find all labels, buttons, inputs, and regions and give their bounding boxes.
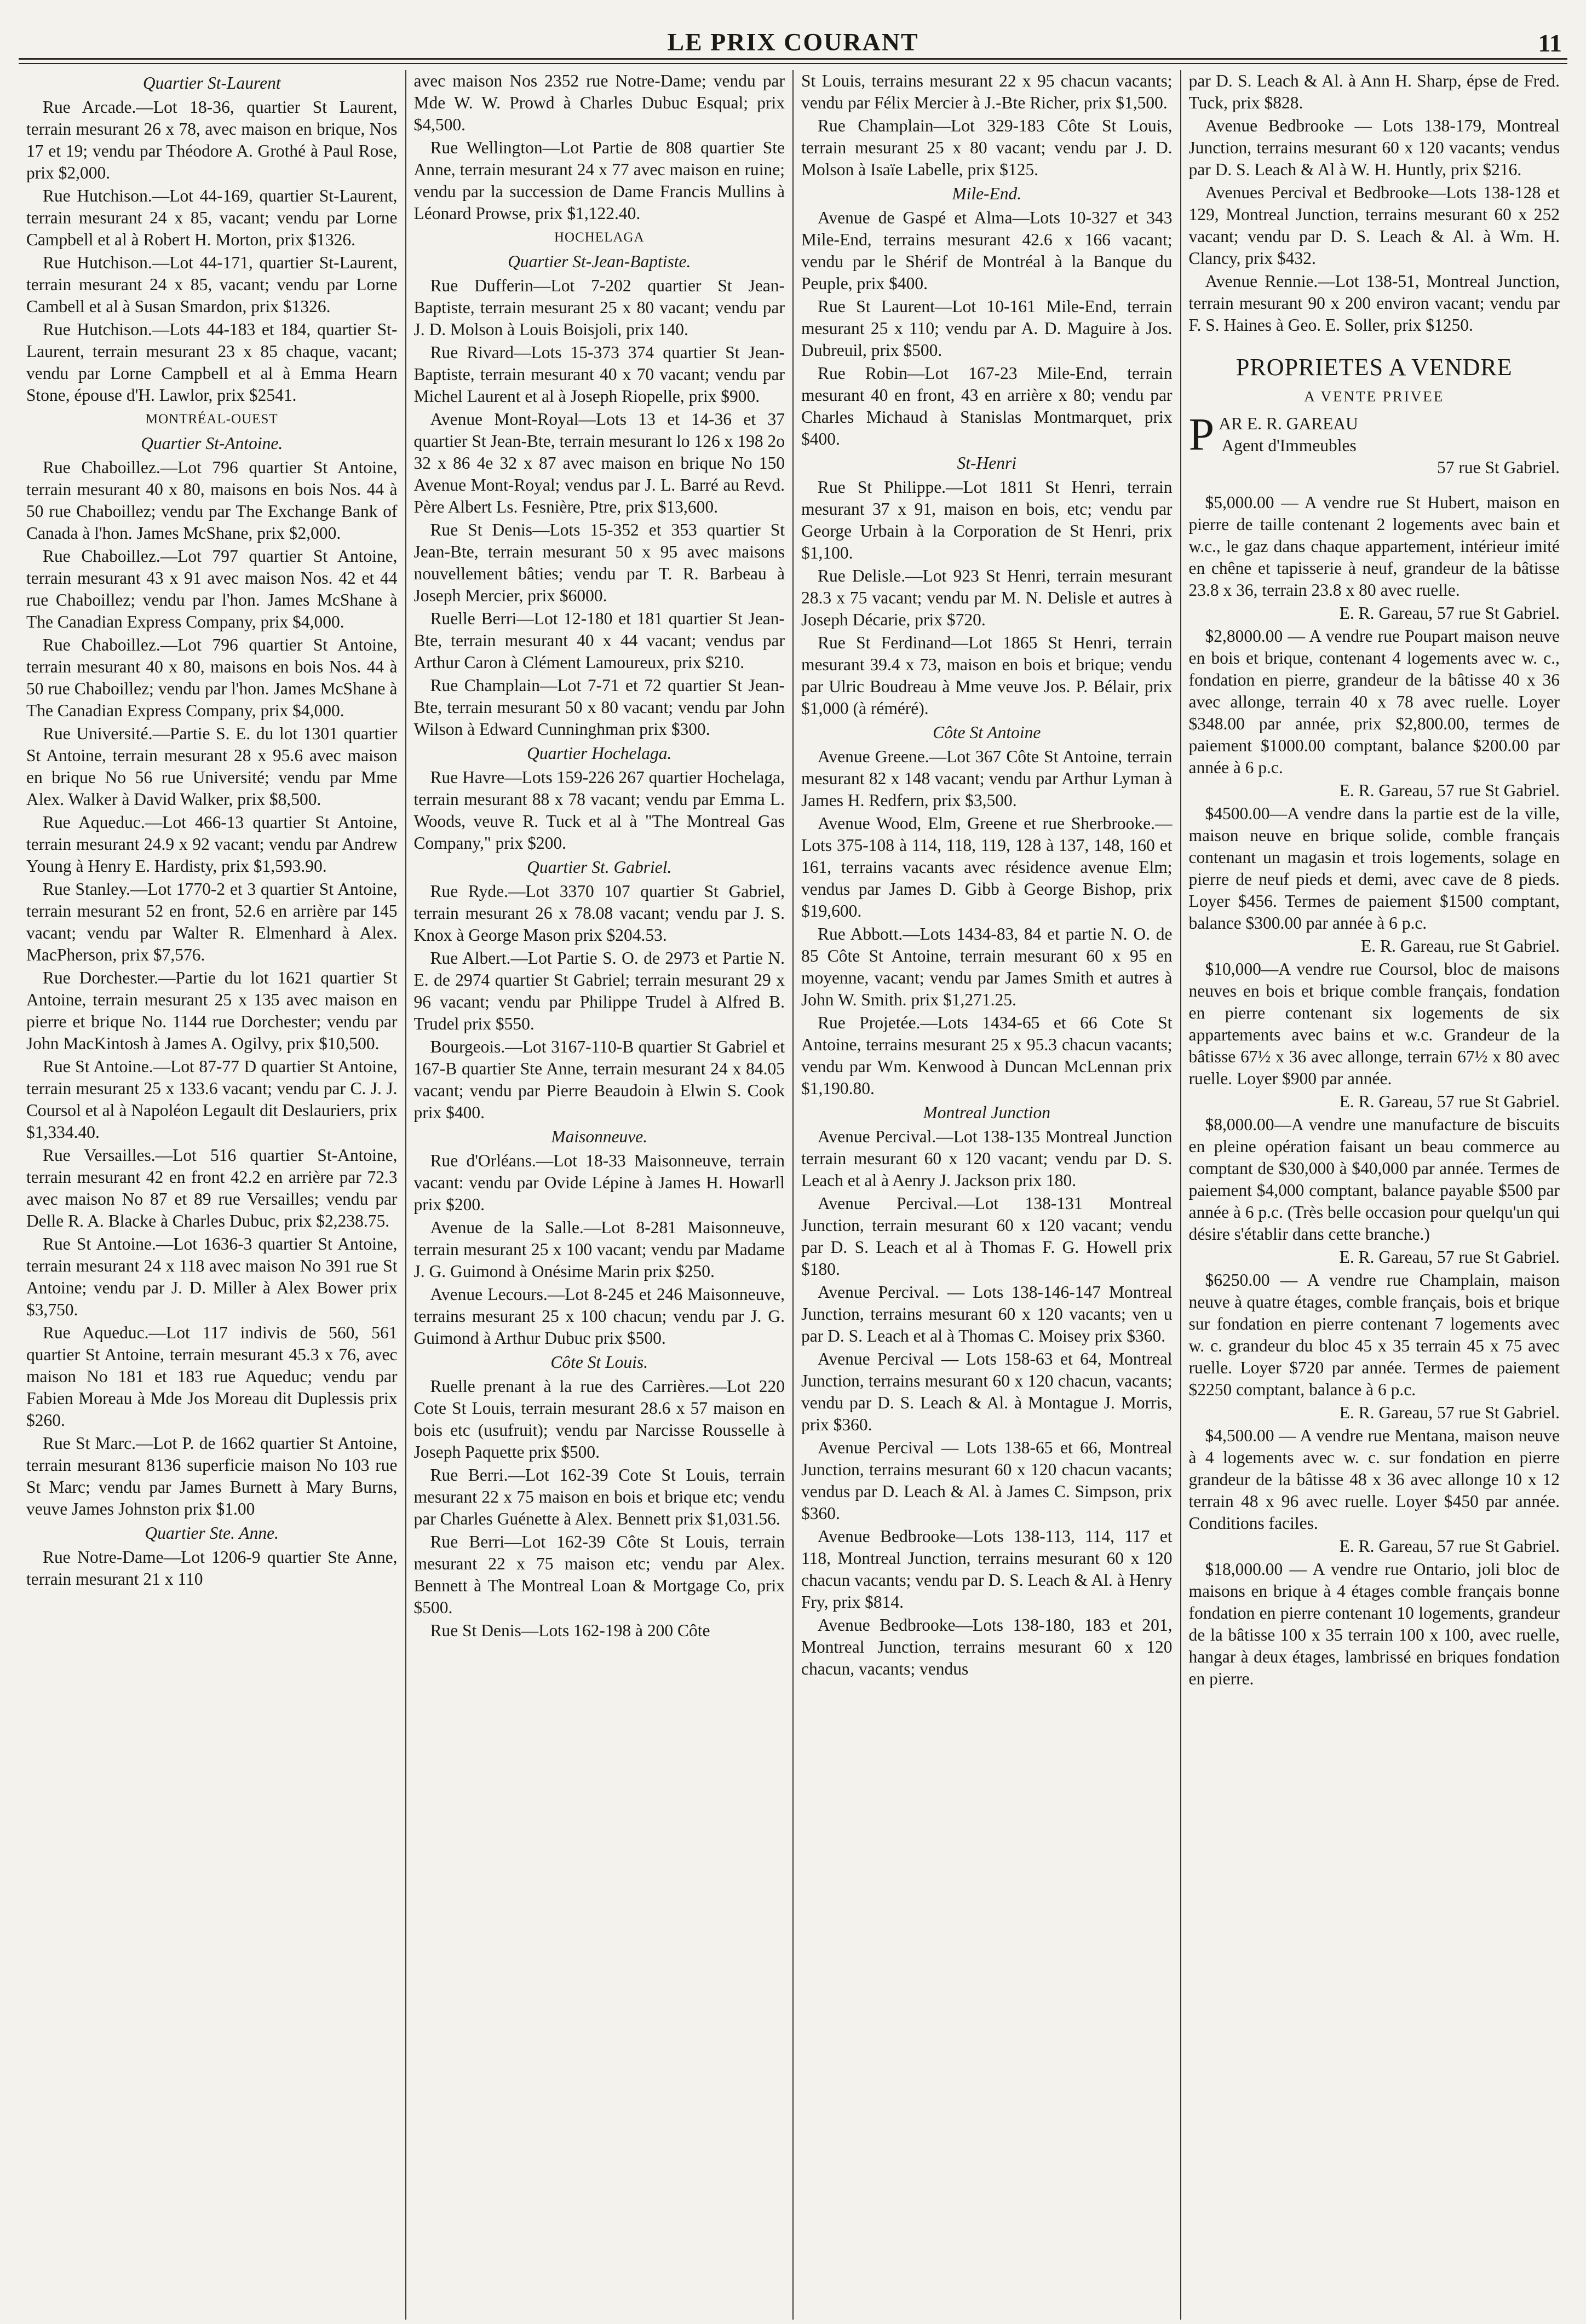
section-heading: Maisonneuve.: [551, 1127, 648, 1146]
transaction-entry: Rue Dufferin—Lot 7-202 quartier St Jean-Baptiste, terrain mesurant 25 x 80 vacant; vendu par J. D. Molson à Louis Boisjoli, prix 140.: [413, 276, 785, 339]
column-2: [406, 70, 794, 2320]
listing-signature: E. R. Gareau, 57 rue St Gabriel.: [1339, 1092, 1560, 1111]
transaction-entry: Rue Hutchison.—Lot 44-169, quartier St-Laurent, terrain mesurant 24 x 85, vacant; vendu par Lorne Campbell et al à Robert H. Morton, prix $1326.: [26, 186, 398, 249]
agent-dropcap: P: [1188, 409, 1215, 460]
transaction-entry: $4,500.00 — A vendre rue Mentana, maison neuve à 4 logements avec w. c. sur fondation en pierre grandeur de la bâtisse 48 x 36 avec allonge 10 x 12 terrain 48 x 96 avec ruelle. Loyer $450 par année. Conditions faciles.: [1188, 1426, 1560, 1533]
transaction-entry: Ruelle prenant à la rue des Carrières.—Lot 220 Cote St Louis, terrain mesurant 28.6 x 57 maison en bois etc (usufruit); vendu par Narcisse Rousselle à Joseph Paquette prix $500.: [413, 1377, 785, 1462]
transaction-entry: Avenue Percival — Lots 138-65 et 66, Montreal Junction, terrains mesurant 60 x 120 chacun vacants; vendus par D. Leach & Al. à James C. Simpson, prix $360.: [801, 1438, 1173, 1523]
transaction-entry: Rue St Marc.—Lot P. de 1662 quartier St Antoine, terrain mesurant 8136 superficie maison No 103 rue St Marc; vendu par James Burnett à Mary Burns, veuve James Johnston prix $1.00: [26, 1434, 398, 1518]
transaction-entry: $2,8000.00 — A vendre rue Poupart maison neuve en bois et brique, contenant 4 logements avec w. c., fondation en pierre, grandeur de la bâtisse 40 x 36 avec allonge, terrain 40 x 78 avec ruelle. Loyer $348.00 par année, prix $2,800.00, termes de paiement $1000.00 comptant, balance $200.00 par année à 6 p.c.: [1188, 626, 1560, 777]
transaction-entry: Avenue Bedbrooke—Lots 138-180, 183 et 201, Montreal Junction, terrains mesurant 60 x 120 chacun, vacants; vendus: [801, 1615, 1173, 1678]
district-heading: HOCHELAGA: [554, 230, 645, 245]
transaction-entry: Rue Wellington—Lot Partie de 808 quartier Ste Anne, terrain mesurant 24 x 77 avec maison en ruine; vendu par la succession de Dame Francis Mullins à Léonard Prowse, prix $1,122.40.: [413, 138, 785, 223]
transaction-entry: Rue d'Orléans.—Lot 18-33 Maisonneuve, terrain vacant: vendu par Ovide Lépine à James H. Howarll prix $200.: [413, 1151, 785, 1214]
transaction-entry: Rue St Denis—Lots 162-198 à 200 Côte: [430, 1621, 710, 1640]
transaction-entry: Rue Versailles.—Lot 516 quartier St-Antoine, terrain mesurant 42 en front 42.2 en arrière par 72.3 avec maison No 87 et 89 rue Versailles; vendu par Delle R. A. Blacke à Charles Dubuc, prix $2,238.75.: [26, 1146, 398, 1230]
page-number: 11: [1538, 29, 1562, 57]
section-heading: Côte St Louis.: [550, 1353, 648, 1372]
column-4: [1181, 70, 1568, 2320]
section-title: PROPRIETES A VENDRE: [1236, 354, 1513, 381]
transaction-entry: Avenue Lecours.—Lot 8-245 et 246 Maisonneuve, terrains mesurant 25 x 100 chacun; vendu par J. G. Guimond à Arthur Dubuc prix $500.: [413, 1285, 785, 1348]
transaction-entry: Avenue Percival. — Lots 138-146-147 Montreal Junction, terrains mesurant 60 x 120 vacants; ven u par D. S. Leach et al à Thomas C. Moisey prix $360.: [801, 1282, 1173, 1345]
agent-address: 57 rue St Gabriel.: [1437, 458, 1560, 477]
transaction-entry: $4500.00—A vendre dans la partie est de la ville, maison neuve en brique solide, comble français contenant un magasin et trois logements, solage en pierre de neuf pieds et demi, avec cave de 8 pieds. Loyer $456. Termes de paiement $1500 comptant, balance $300.00 par année à 6 p.c.: [1188, 804, 1560, 933]
transaction-entry: $8,000.00—A vendre une manufacture de biscuits en pleine opération faisant un beau commerce au comptant de $30,000 à $40,000 par année. Termes de paiement $4,000 comptant, balance payable $500 par année à 6 p.c. (Très belle occasion pour quelqu'un qui désire s'établir dans cette branche.): [1188, 1115, 1560, 1244]
transaction-entry: Rue Chaboillez.—Lot 797 quartier St Antoine, terrain mesurant 43 x 91 avec maison Nos. 42 et 44 rue Chaboillez; vendu par l'hon. James McShane à The Canadian Express Company, prix $4,000.: [26, 547, 398, 631]
transaction-entry: Rue Aqueduc.—Lot 117 indivis de 560, 561 quartier St Antoine, terrain mesurant 45.3 x 76, avec maison No 181 et 183 rue Aqueduc; vendu par Fabien Moreau à Mde Jos Moreau dit Duplessis prix $260.: [26, 1323, 398, 1430]
transaction-entry: Bourgeois.—Lot 3167-110-B quartier St Gabriel et 167-B quartier Ste Anne, terrain mesurant 24 x 84.05 vacant; vendu par Pierre Beaudoin à Elwin S. Cook prix $400.: [413, 1037, 785, 1122]
transaction-entry: Avenue Wood, Elm, Greene et rue Sherbrooke.—Lots 375-108 à 114, 118, 119, 128 à 137, 148, 160 et 161, terrains vacants avec résidence avenue Elm; vendus par James D. Gibb à George Bishop, prix $19,600.: [801, 814, 1173, 921]
agent-name: AR E. R. GAREAU: [1219, 414, 1358, 433]
transaction-entry: Rue St Philippe.—Lot 1811 St Henri, terrain mesurant 37 x 91, maison en bois, etc; vendu par George Urbain à la Corporation de St Henri, prix $1,100.: [801, 478, 1173, 562]
transaction-continued: par D. S. Leach & Al. à Ann H. Sharp, épse de Fred. Tuck, prix $828.: [1188, 71, 1560, 112]
listing-signature: E. R. Gareau, 57 rue St Gabriel.: [1339, 781, 1560, 800]
column-3: [794, 70, 1181, 2320]
transaction-entry: Rue St Denis—Lots 15-352 et 353 quartier St Jean-Bte, terrain mesurant 50 x 95 avec maisons nouvellement bâties; vendu par T. R. Barbeau à Joseph Mercier, prix $6000.: [413, 520, 785, 605]
listing-signature: E. R. Gareau, 57 rue St Gabriel.: [1339, 1537, 1560, 1556]
section-heading: Quartier St-Antoine.: [141, 434, 283, 453]
transaction-entry: Avenue Bedbrooke—Lots 138-113, 114, 117 et 118, Montreal Junction, terrains mesurant 60 x 120 chacun vacants; vendu par D. S. Leach & Al. à Henry Fry, prix $814.: [801, 1527, 1173, 1612]
transaction-entry: Rue Rivard—Lots 15-373 374 quartier St Jean-Baptiste, terrain mesurant 40 x 70 vacant; vendu par Michel Laurent et al à Joseph Riopelle, prix $900.: [413, 343, 785, 406]
transaction-entry: Rue Champlain—Lot 329-183 Côte St Louis, terrain mesurant 25 x 80 vacant; vendu par J. D. Molson à Isaïe Labelle, prix $125.: [801, 116, 1173, 179]
section-heading: Quartier Ste. Anne.: [145, 1523, 279, 1543]
transaction-entry: Rue St Laurent—Lot 10-161 Mile-End, terrain mesurant 25 x 110; vendu par A. D. Maguire à Jos. Dubreuil, prix $500.: [801, 297, 1173, 360]
transaction-entry: Rue Arcade.—Lot 18-36, quartier St Laurent, terrain mesurant 26 x 78, avec maison en brique, Nos 17 et 19; vendu par Théodore A. Grothé à Paul Rose, prix $2,000.: [26, 97, 398, 182]
transaction-entry: Rue Chaboillez.—Lot 796 quartier St Antoine, terrain mesurant 40 x 80, maisons en bois Nos. 44 à 50 rue Chaboillez; vendu par l'hon. James McShane à The Canadian Express Company, prix $4,000.: [26, 635, 398, 720]
transaction-entry: Rue Stanley.—Lot 1770-2 et 3 quartier St Antoine, terrain mesurant 52 en front, 52.6 en arrière par 145 vacant; vendu par Walter R. Elmenhard à Alex. MacPherson, prix $7,576.: [26, 879, 398, 964]
transaction-entry: Rue Hutchison.—Lots 44-183 et 184, quartier St-Laurent, terrain mesurant 23 x 85 chaque, vacant; vendu par Lorne Campbell et al à Emma Hearn Stone, épouse d'H. Lawlor, prix $2541.: [26, 320, 398, 405]
transaction-entry: Avenue Percival.—Lot 138-131 Montreal Junction, terrain mesurant 60 x 120 vacant; vendu par D. S. Leach et al à Thomas F. G. Howell prix $180.: [801, 1194, 1173, 1279]
property-listings: [1189, 492, 1560, 1690]
section-heading: Montreal Junction: [923, 1103, 1050, 1122]
transaction-entry: Rue Aqueduc.—Lot 466-13 quartier St Antoine, terrain mesurant 24.9 x 92 vacant; vendu par Andrew Young à Henry E. Hardisty, prix $1,593.90.: [26, 813, 398, 876]
masthead-title: LE PRIX COURANT: [667, 28, 919, 56]
transaction-entry: Rue Robin—Lot 167-23 Mile-End, terrain mesurant 40 en front, 43 en arrière x 80; vendu par Charles Michaud à Stanislas Montmarquet, prix $400.: [801, 364, 1173, 448]
transaction-entry: Rue St Antoine.—Lot 87-77 D quartier St Antoine, terrain mesurant 25 x 133.6 vacant; vendu par C. J. J. Coursol et al à Napoléon Legault dit Deslauriers, prix $1,334.40.: [26, 1057, 398, 1142]
transaction-entry: Rue St Ferdinand—Lot 1865 St Henri, terrain mesurant 39.4 x 73, maison en bois et brique; vendu par Ulric Boudreau à Mme veuve Jos. P. Bélair, prix $1,000 (à réméré).: [801, 633, 1173, 718]
listing-signature: E. R. Gareau, 57 rue St Gabriel.: [1339, 1403, 1560, 1422]
transaction-entry: Rue Université.—Partie S. E. du lot 1301 quartier St Antoine, terrain mesurant 28 x 95.6 avec maison en brique No 56 rue Université; vendu par Mme Alex. Walker à David Walker, prix $8,500.: [26, 724, 398, 809]
transaction-entry: $5,000.00 — A vendre rue St Hubert, maison en pierre de taille contenant 2 logements avec bain et w.c., le gaz dans chaque appartement, intérieur imité en chêne et tapisserie à neuf, grandeur de la bâtisse 23.8 x 36, terrain 23.8 x 80 avec ruelle.: [1188, 493, 1560, 600]
section-subtitle: A VENTE PRIVEE: [1304, 388, 1445, 405]
transaction-entry: Rue Notre-Dame—Lot 1206-9 quartier Ste Anne, terrain mesurant 21 x 110: [26, 1548, 398, 1589]
section-heading: Quartier Hochelaga.: [527, 744, 672, 763]
transaction-entry: Avenue Percival.—Lot 138-135 Montreal Junction terrain mesurant 60 x 120 vacant; vendu par D. S. Leach et al à Aenry J. Jackson prix 180.: [801, 1127, 1173, 1190]
transaction-entry: Avenues Percival et Bedbrooke—Lots 138-128 et 129, Montreal Junction, terrains mesurant 60 x 252 vacant; vendu par D. S. Leach & Al. à Wm. H. Clancy, prix $432.: [1188, 183, 1560, 268]
listing-signature: E. R. Gareau, rue St Gabriel.: [1360, 936, 1560, 956]
district-heading: MONTRÉAL-OUEST: [145, 412, 278, 427]
transaction-entry: Avenue Greene.—Lot 367 Côte St Antoine, terrain mesurant 82 x 148 vacant; vendu par Arthur Lyman à James H. Redfern, prix $3,500.: [801, 747, 1173, 810]
listing-signature: E. R. Gareau, 57 rue St Gabriel.: [1339, 1247, 1560, 1267]
transaction-entry: Avenue de Gaspé et Alma—Lots 10-327 et 343 Mile-End, terrains mesurant 42.6 x 166 vacant; vendu par le Shérif de Montréal à la Banque du Peuple, prix $400.: [801, 208, 1173, 293]
transaction-entry: Rue Berri.—Lot 162-39 Cote St Louis, terrain mesurant 22 x 75 maison en bois et brique etc; vendu par Charles Guénette à Alex. Bennett prix $1,031.56.: [413, 1465, 785, 1528]
columns: [19, 70, 1567, 2320]
transaction-entry: Avenue Bedbrooke — Lots 138-179, Montreal Junction, terrains mesurant 60 x 120 vacants; vendus par D. S. Leach & Al à W. H. Huntly, prix $216.: [1188, 116, 1560, 179]
transaction-entry: Rue Delisle.—Lot 923 St Henri, terrain mesurant 28.3 x 75 vacant; vendu par M. N. Delisle et autres à Joseph Décarie, prix $720.: [801, 566, 1173, 629]
agent-title: Agent d'Immeubles: [1221, 436, 1357, 455]
listing-signature: E. R. Gareau, 57 rue St Gabriel.: [1339, 603, 1560, 623]
transaction-entry: Rue St Antoine.—Lot 1636-3 quartier St Antoine, terrain mesurant 24 x 118 avec maison No 391 rue St Antoine; vendu par J. D. Miller à Alex Bower prix $3,750.: [26, 1234, 398, 1319]
transaction-entry: Avenue Rennie.—Lot 138-51, Montreal Junction, terrain mesurant 90 x 200 environ vacant; vendu par F. S. Haines à Geo. E. Soller, prix $1250.: [1188, 272, 1560, 335]
transaction-entry: $6250.00 — A vendre rue Champlain, maison neuve à quatre étages, comble français, bois et brique sur fondation en pierre contenant 7 logements avec w. c. grandeur du bloc 45 x 35 terrain 45 x 75 avec ruelle. Loyer $720 par année. Termes de paiement $2250 comptant, balance à 6 p.c.: [1188, 1270, 1560, 1399]
transaction-entry: Rue Hutchison.—Lot 44-171, quartier St-Laurent, terrain mesurant 24 x 85, vacant; vendu par Lorne Cambell et al à Susan Smardon, prix $1326.: [26, 253, 398, 316]
transaction-continued: St Louis, terrains mesurant 22 x 95 chacun vacants; vendu par Félix Mercier à J.-Bte Richer, prix $1,500.: [801, 71, 1173, 112]
header-rule: [19, 63, 1567, 64]
section-heading: Mile-End.: [952, 184, 1022, 203]
transaction-entry: Rue Albert.—Lot Partie S. O. de 2973 et Partie N. E. de 2974 quartier St Gabriel; terrain mesurant 29 x 96 vacant; vendu par Philippe Trudel à Alfred B. Trudel prix $550.: [413, 948, 785, 1033]
agent-block: [1188, 409, 1560, 490]
transaction-entry: $10,000—A vendre rue Coursol, bloc de maisons neuves en bois et brique comble français, fondation en pierre contenant six logements de six appartements avec bains et w.c. Grandeur de la bâtisse 67½ x 36 avec allonge, terrain 67½ x 80 avec ruelle. Loyer $900 par année.: [1188, 959, 1560, 1088]
transaction-entry: Rue Champlain—Lot 7-71 et 72 quartier St Jean-Bte, terrain mesurant 50 x 80 vacant; vendu par John Wilson à Edward Cunninghman prix $300.: [413, 676, 785, 739]
section-heading: St-Henri: [957, 453, 1016, 473]
transaction-entry: Rue Berri—Lot 162-39 Côte St Louis, terrain mesurant 22 x 75 maison etc; vendu par Alex. Bennett à The Montreal Loan & Mortgage Co, prix $500.: [413, 1532, 785, 1617]
section-heading: Quartier St-Laurent: [142, 73, 281, 93]
transaction-entry: $18,000.00 — A vendre rue Ontario, joli bloc de maisons en brique à 4 étages comble français bonne fondation en pierre contenant 10 logements, grandeur de la bâtisse 100 x 35 terrain 100 x 100, avec ruelle, hangar à deux étages, lambrissé en briques fondation en pierre.: [1188, 1560, 1560, 1688]
transaction-entry: Rue Abbott.—Lots 1434-83, 84 et partie N. O. de 85 Côte St Antoine, terrain mesurant 60 x 95 en moyenne, vacant; vendu par James Smith et autres à John W. Smith. prix $1,271.25.: [801, 924, 1173, 1009]
transaction-entry: Avenue Mont-Royal—Lots 13 et 14-36 et 37 quartier St Jean-Bte, terrain mesurant lo 126 x 198 2o 32 x 86 4e 32 x 87 avec maison en brique No 150 Avenue Mont-Royal; vendus par J. L. Barré au Revd. Père Albert Ls. Fesnière, Ptre, prix $13,600.: [413, 410, 785, 516]
column-4-transactions: [1189, 70, 1560, 336]
transaction-entry: Rue Ryde.—Lot 3370 107 quartier St Gabriel, terrain mesurant 26 x 78.08 vacant; vendu par J. S. Knox à George Mason prix $204.53.: [413, 882, 785, 945]
transaction-entry: Rue Projetée.—Lots 1434-65 et 66 Cote St Antoine, terrains mesurant 25 x 95.3 chacun vacants; vendu par Wm. Kenwood à Duncan McLennan prix $1,190.80.: [801, 1013, 1173, 1098]
transaction-entry: Rue Havre—Lots 159-226 267 quartier Hochelaga, terrain mesurant 88 x 78 vacant; vendu par Emma L. Woods, veuve R. Tuck et al à "The Montreal Gas Company," prix $200.: [413, 768, 785, 853]
transaction-entry: Ruelle Berri—Lot 12-180 et 181 quartier St Jean-Bte, terrain mesurant 40 x 44 vacant; vendus par Arthur Caron à Clément Lamoureux, prix $210.: [413, 609, 785, 672]
transaction-entry: Avenue Percival — Lots 158-63 et 64, Montreal Junction, terrains mesurant 60 x 120 chacun, vacants; vendu par D. S. Leach & Al. à Montague J. Morris, prix $360.: [801, 1349, 1173, 1434]
transaction-entry: Avenue de la Salle.—Lot 8-281 Maisonneuve, terrain mesurant 25 x 100 vacant; vendu par Madame J. G. Guimond à Onésime Marin prix $250.: [413, 1218, 785, 1281]
transaction-entry: Rue Chaboillez.—Lot 796 quartier St Antoine, terrain mesurant 40 x 80, maisons en bois Nos. 44 à 50 rue Chaboillez; vendu par The Exchange Bank of Canada à l'hon. James McShane, prix $2,000.: [26, 458, 398, 543]
section-heading: Côte St Antoine: [933, 723, 1041, 742]
transaction-entry: Rue Dorchester.—Partie du lot 1621 quartier St Antoine, terrain mesurant 25 x 135 avec maison en pierre et brique No. 1144 rue Dorchester; vendu par John MacKintosh à James A. Ogilvy, prix $10,500.: [26, 968, 398, 1053]
transaction-continued: avec maison Nos 2352 rue Notre-Dame; vendu par Mde W. W. Prowd à Charles Dubuc Esqual; prix $4,500.: [413, 71, 785, 134]
page-header: [19, 26, 1567, 60]
column-1: [19, 70, 406, 2320]
section-heading: Quartier St-Jean-Baptiste.: [508, 252, 691, 271]
section-heading: Quartier St. Gabriel.: [527, 858, 672, 877]
